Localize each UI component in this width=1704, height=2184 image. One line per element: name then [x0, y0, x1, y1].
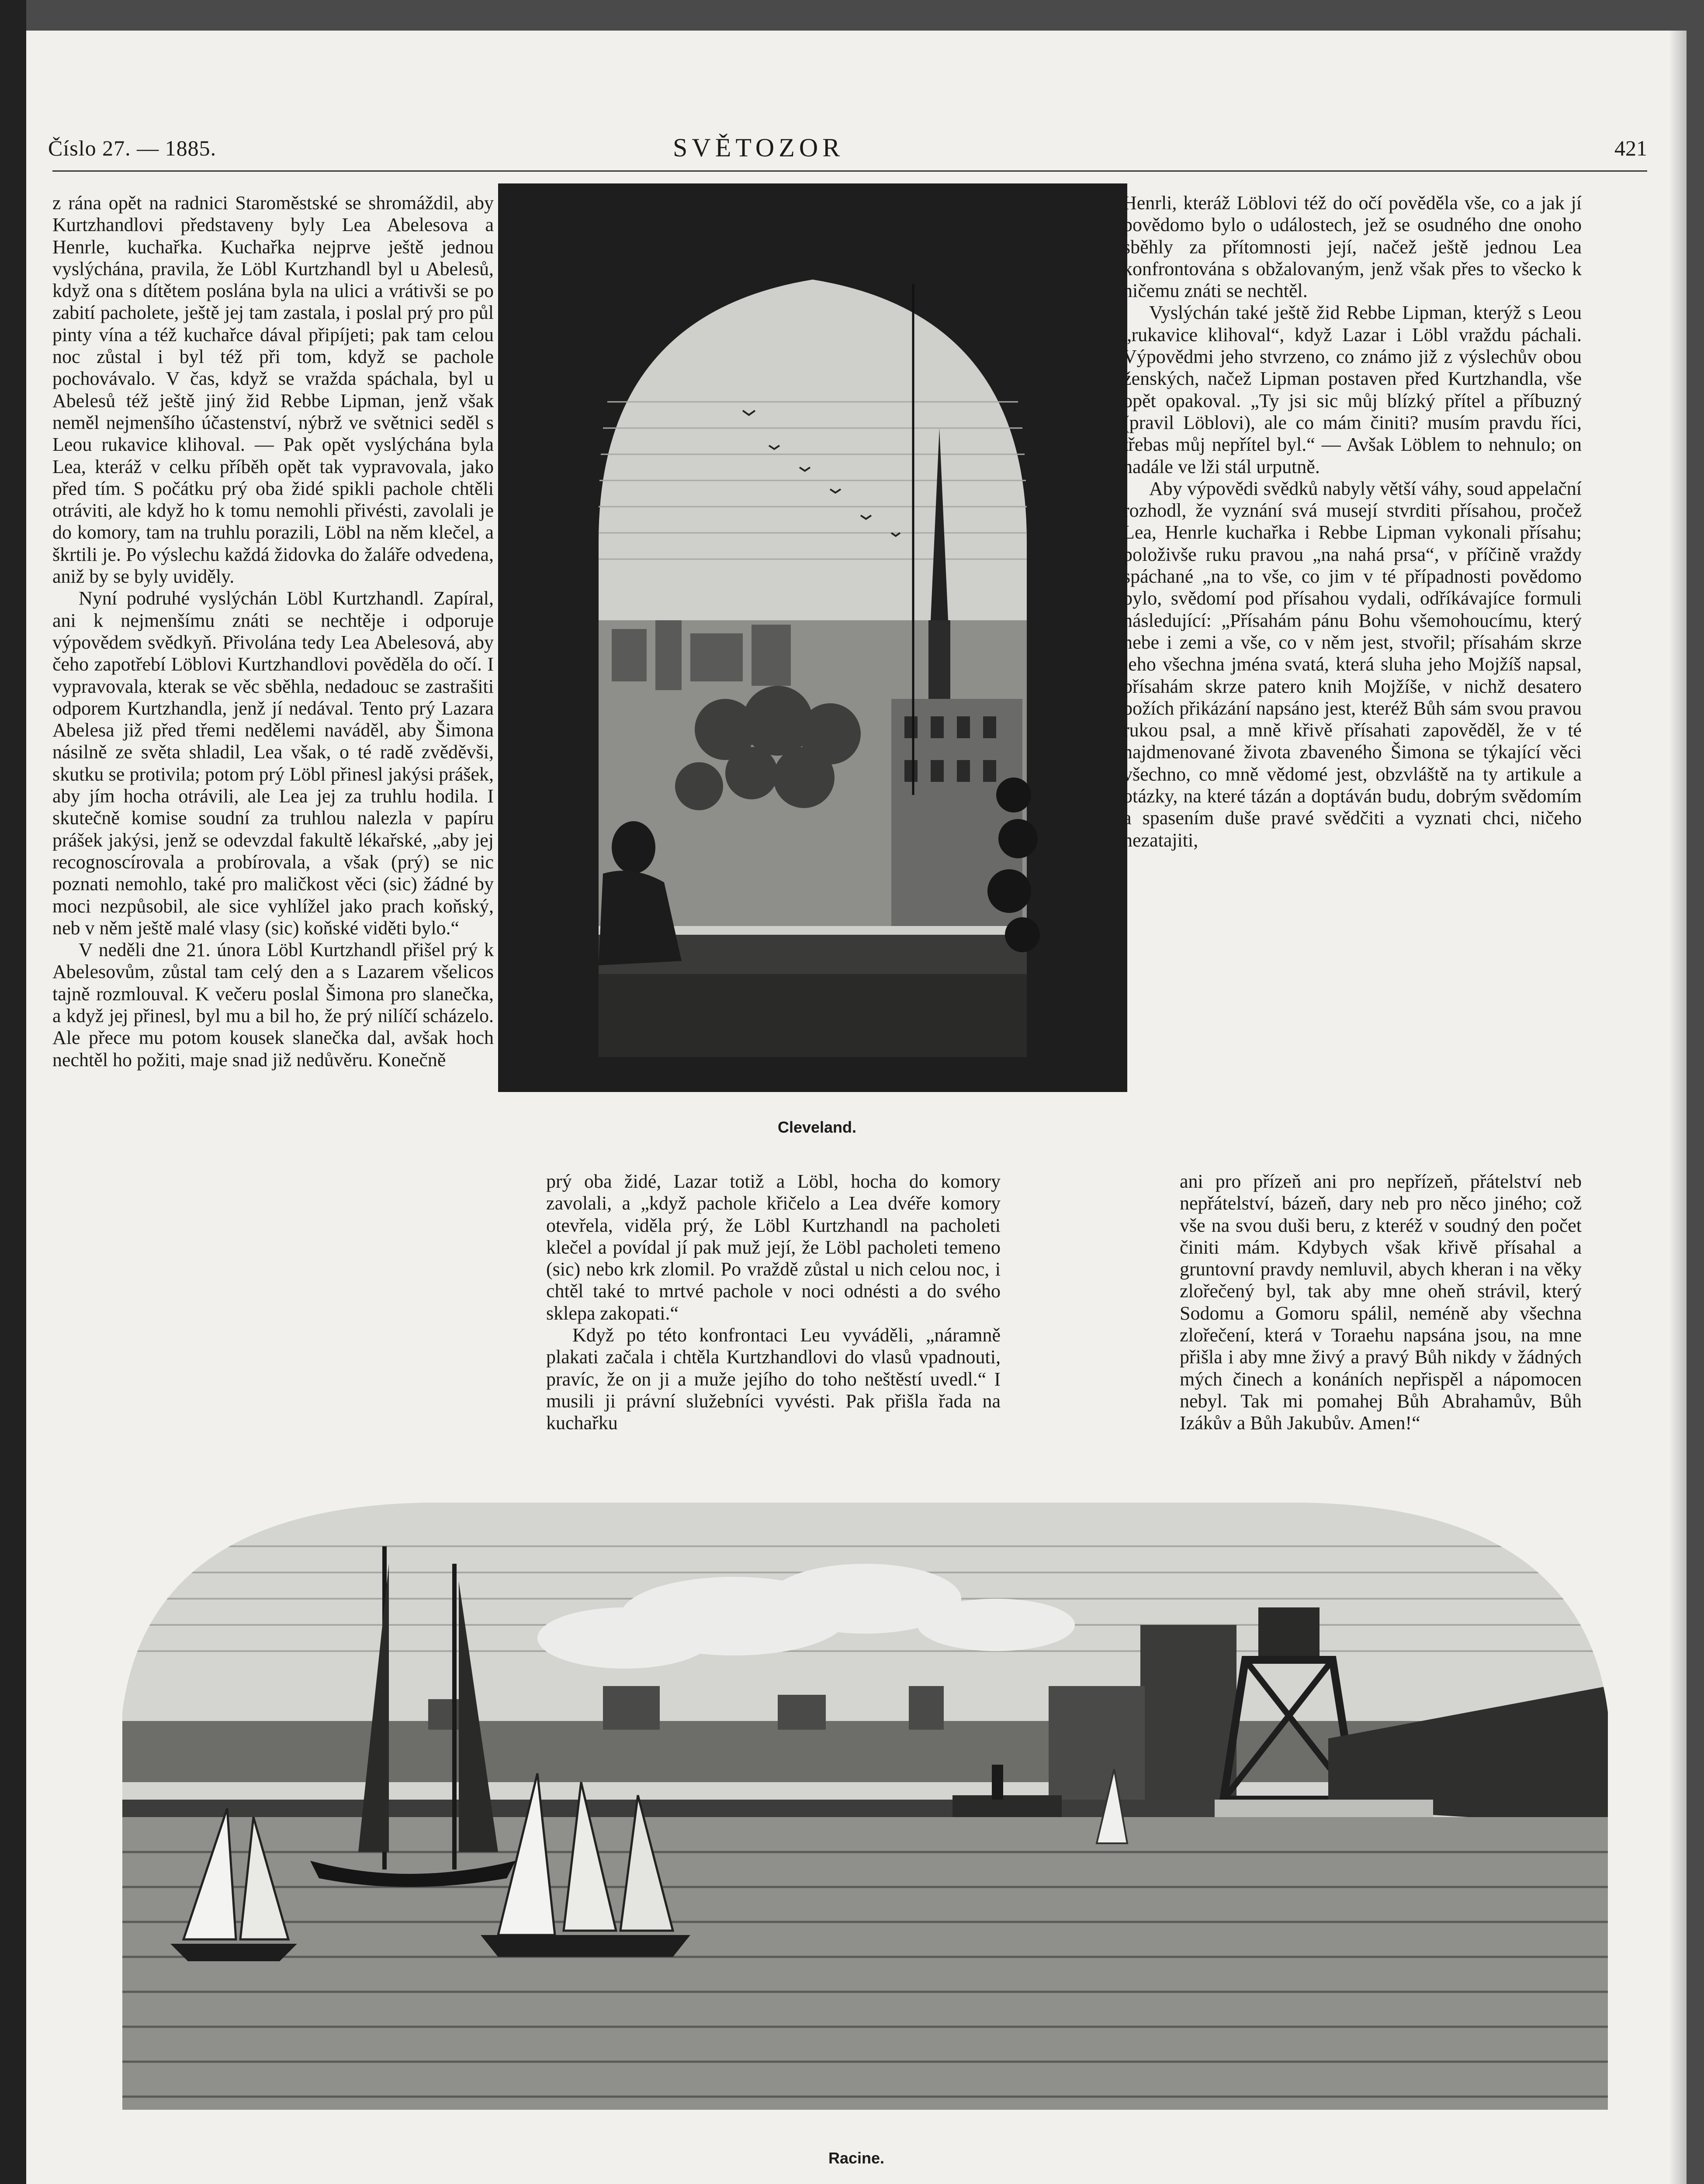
paragraph: Vyslýchán také ještě žid Rebbe Lipman, kterýž s Leou „rukavice klihoval“, když Lazar i Löbl vraždu páchali. Výpovědmi jeho stvrzeno, co známo již z výslechův obou ženských, načež Lipman postaven před Kurtzhandla, vše opět opakoval. „Ty jsi sic můj blízký přítel a příbuzný (pravil Löblovi), ale co mám činiti? musím pravdu říci, třebas můj nepřítel byl.“ — Avšak Löblem to nehnulo; on nadále ve lži stál urputně. [1123, 302, 1582, 477]
page-edge-shadow [1669, 31, 1687, 2184]
header-rule [52, 170, 1647, 172]
text-column-2 [546, 1171, 1001, 1468]
magazine-page [26, 31, 1687, 2184]
paragraph: Nyní podruhé vyslýchán Löbl Kurtzhandl. Zapíral, ani k nejmenšímu znáti se nechtěje i odporuje výpovědem svědkyň. Přivolána tedy Lea Abelesová, aby čeho zapotřebí Löblovi Kurtzhandlovi pověděla do očí. I vypravovala, kterak se věc sběhla, nedadouc se zastrašiti odporem Kurtzhandla, jenž jí nedával. Tento prý Lazara Abelesa již před třemi nedělemi naváděl, aby Šimona násilně ze světa shladil, Lea však, o té radě zvěděvši, skutku se protivila; potom prý Löbl přinesl jakýsi prášek, aby jím hocha otrávili, ale Lea jej za truhlu hodila. I skutečně komise soudní za truhlou nalezla v papíru prášek jakýsi, jenž se odevzdal fakultě lékařské, „aby jej recognoscírovala a probírovala, a však (prý) se nic poznati nemohlo, také pro maličkost věci (sic) žádné by moci nezpůsobil, ale sice vyhlížel jako prach koňský, neb v něm ještě malé vlasy (sic) koňské viděti bylo.“ [52, 587, 494, 939]
paragraph: ani pro přízeň ani pro nepřízeň, přátelství neb nepřátelství, bázeň, dary neb pro něco jiného; což vše na svou duši beru, z kteréž v soudný den počet činiti mám. Kdybych však křivě přísahal a gruntovní pravdy nemluvil, abych kheran i na věky zlořečený byl, tak aby mne oheň strávil, který Sodomu a Gomoru spálil, neméně aby všechna zlořečení, která v Toraehu napsána jsou, na mne přišla i aby mne živý a pravý Bůh nikdy v žádných mých činech a konáních nepřispěl a nápomocen nebyl. Tak mi pomahej Bůh Abrahamův, Bůh Izákův a Bůh Jakubův. Amen!“ [1180, 1171, 1582, 1434]
paragraph: z rána opět na radnici Staroměstské se shromáždil, aby Kurtzhandlovi představeny byly Lea Abelesova a Henrle, kuchařka. Kuchařka nejprve ještě jednou vyslýchána, pravila, že Löbl Kurtzhandl byl u Abelesů, když ona s dítětem poslána byla na ulici a vrátivši se po zabití pacholete, ještě jej tam zastala, i poslal prý pro půl pinty vína a též kuchařce dával připíjeti; pak tam celou noc zůstal i byl též při tom, když se pachole pochovávalo. V čas, když se vražda spáchala, byl u Abelesů též ještě jiný žid Rebbe Lipman, jenž však neměl nejmenšího účastenství, nýbrž ve světnici seděl s Leou rukavice klihoval. — Pak opět vyslýchána byla Lea, kteráž v celku příběh opět tak vypravovala, jako před tím. S počátku prý oba židé spikli pachole chtěli otráviti, ale když ho k tomu nemohli přivésti, zavolali je do komory, tam na truhlu porazili, Löbl na něm klečel, a škrtili je. Po výslechu každá židovka do žaláře odvedena, aniž by se byly uviděly. [52, 192, 494, 587]
paragraph: Když po této konfrontaci Leu vyváděli, „náramně plakati začala i chtěla Kurtzhandlovi do vlasů vpadnouti, pravíc, že on ji a muže jejího do toho neštěstí uvedl.“ I musili ji právní služebníci vyvésti. Pak přišla řada na kuchařku [546, 1324, 1001, 1434]
text-column-4 [1180, 1171, 1582, 1468]
page-number: 421 [1614, 136, 1647, 160]
text-column-1 [52, 192, 494, 1450]
running-header [26, 135, 1687, 170]
cleveland-illustration [498, 183, 1127, 1092]
racine-caption: Racine. [828, 2149, 885, 2167]
paragraph: Henrli, kteráž Löblovi též do očí pověděla vše, co a jak jí povědomo bylo o událostech, jež se osudného dne onoho sběhly za přítomnosti její, načež ještě jednou Lea konfrontována s obžalovaným, jenž však přes to všecko k ničemu znáti se nechtěl. [1123, 192, 1582, 302]
magazine-title: SVĚTOZOR [673, 133, 845, 162]
paragraph: prý oba židé, Lazar totiž a Löbl, hocha do komory zavolali, a „když pachole křičelo a Lea dvéře komory otevřela, viděla prý, že Löbl Kurtzhandl na pacholeti klečel a povídal jí pak muž její, že Löbl pacholeti temeno (sic) nebo krk zlomil. Po vraždě zůstal u nich celou noc, i chtěl také to mrtvé pachole v noci odnésti a do svého sklepa zakopati.“ [546, 1171, 1001, 1324]
paragraph: V neděli dne 21. února Löbl Kurtzhandl přišel prý k Abelesovům, zůstal tam celý den a s Lazarem všelicos tajně rozmlouval. K večeru poslal Šimona pro slanečka, a když jej přinesl, byl mu a bil ho, že prý nilíčí scházelo. Ale přece mu potom kousek slanečka dal, avšak hoch nechtěl ho požiti, maje snad již nedůvěru. Konečně [52, 939, 494, 1071]
issue-label: Číslo 27. — 1885. [48, 136, 217, 160]
text-column-3 [1123, 192, 1582, 1184]
cleveland-caption: Cleveland. [777, 1118, 857, 1136]
scan-binding-edge [0, 0, 26, 2184]
paragraph: Aby výpovědi svědků nabyly větší váhy, soud appelační rozhodl, že vyznání svá musejí stvrditi přísahou, pročež Lea, Henrle kuchařka i Rebbe Lipman vykonali přísahu; položivše ruku pravou „na nahá prsa“, v příčině vraždy spáchané „na to vše, co jim v té případnosti povědomo bylo, svědomí pod přísahou vydali, odříkávajíce formuli následující: „Přísahám pánu Bohu všemohoucímu, který nebe i zemi a vše, co v něm jest, stvořil; přísahám skrze jeho všechna jména svatá, která sluha jeho Mojžíš napsal, přísahám skrze patero knih Mojžíše, v nichž desatero božích přikázání napsáno jest, kteréž Bůh sám svou pravou rukou psal, a mně křivě přísahati zapověděl, že v té najdmenované života zbaveného Šimona se týkající věci všechno, co mně vědomé jest, obzvláště na ty artikule a otázky, na které tázán a doptáván budu, dobrým svědomím a spasením duše pravé svědčiti a vyznati chci, ničeho nezatajiti, [1123, 477, 1582, 851]
racine-illustration [122, 1494, 1608, 2110]
